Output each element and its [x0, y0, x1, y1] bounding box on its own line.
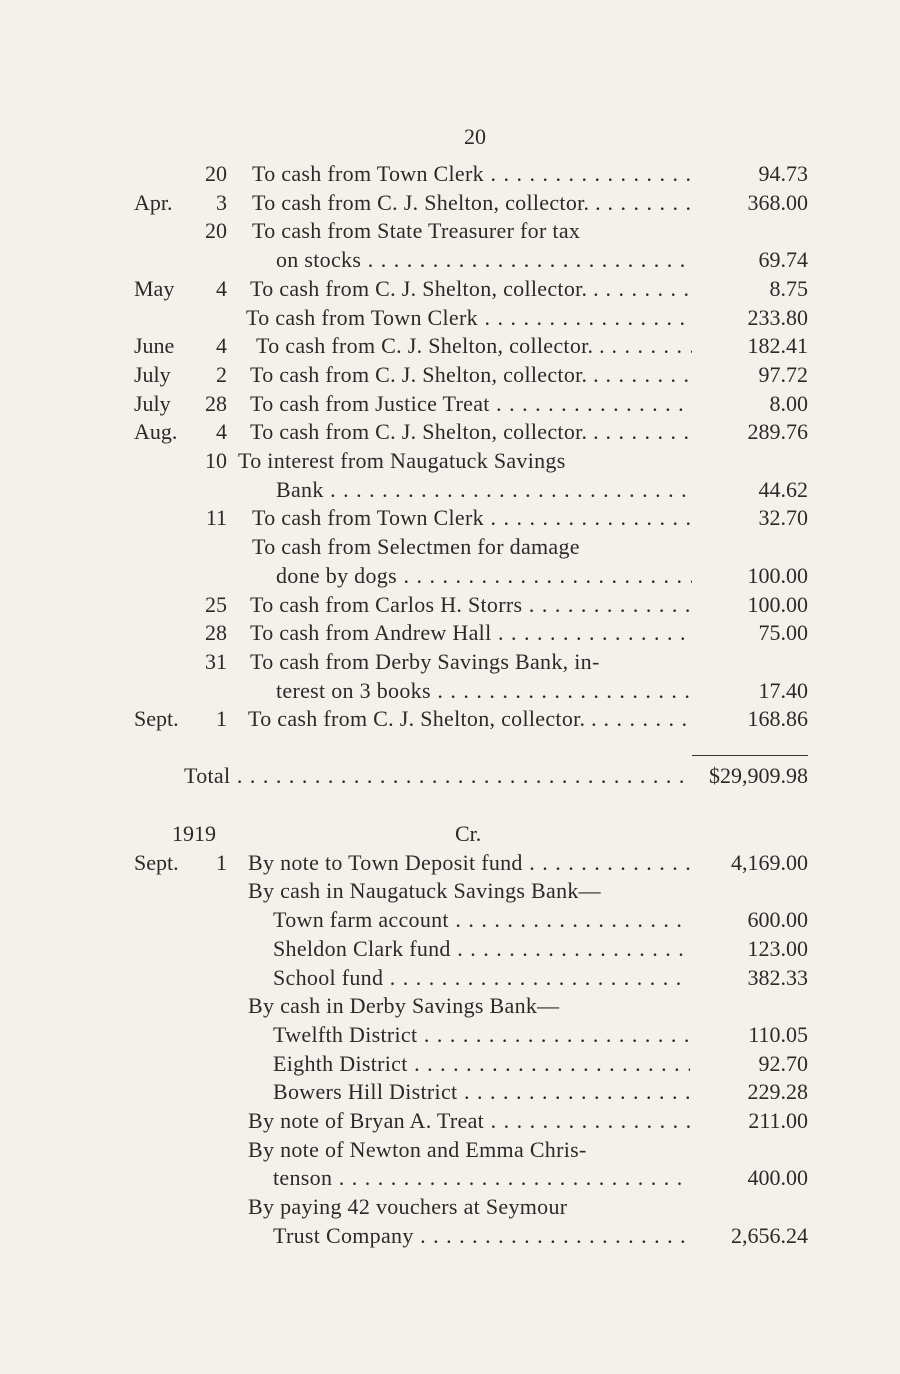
entry-amount: 97.72	[758, 361, 808, 387]
entry-description: To cash from Town Clerk . . .	[252, 160, 692, 189]
credit-entry-amount: 400.00	[747, 1165, 808, 1191]
credit-entry-text: Twelfth District . . .	[273, 1021, 690, 1050]
ledger-row	[0, 1078, 900, 1107]
entry-description: done by dogs . . .	[276, 562, 692, 591]
credit-entry-amount: 2,656.24	[731, 1222, 808, 1248]
entry-month: Sept.	[134, 706, 179, 732]
ledger-row	[0, 1164, 900, 1193]
ledger-row	[0, 476, 900, 505]
entry-day: 20	[205, 218, 227, 244]
credit-entry-text: Town farm account . . .	[273, 906, 690, 935]
entry-description: To cash from C. J. Shelton, collector. . . . .	[250, 361, 692, 390]
entry-month: Apr.	[134, 189, 173, 215]
ledger-row	[0, 1107, 900, 1136]
entry-amount: 8.00	[769, 390, 808, 416]
credit-day: 1	[216, 849, 227, 875]
ledger-row	[0, 447, 900, 476]
credit-entry-text: By note of Newton and Emma Chris-	[248, 1136, 587, 1162]
credit-entry-text: Bowers Hill District . . .	[273, 1078, 690, 1107]
ledger-row	[0, 1050, 900, 1079]
entry-month: June	[134, 333, 175, 359]
entry-day: 20	[205, 161, 227, 186]
ledger-row	[0, 677, 900, 706]
ledger-row	[0, 648, 900, 677]
ledger-row	[0, 189, 900, 218]
entry-day: 3	[216, 189, 227, 215]
entry-amount: 168.86	[747, 706, 808, 732]
ledger-row	[0, 304, 900, 333]
entry-description: To cash from State Treasurer for tax	[252, 218, 581, 244]
ledger-row	[0, 964, 900, 993]
entry-day: 25	[205, 591, 227, 617]
credit-entry-amount: 92.70	[758, 1050, 808, 1076]
total-label: Total . . .	[184, 762, 690, 791]
ledger-row	[0, 705, 900, 734]
credit-year: 1919	[172, 821, 216, 846]
ledger-row	[0, 762, 900, 791]
page-number: 20	[464, 124, 486, 149]
ledger-row	[0, 160, 900, 189]
entry-day: 4	[216, 333, 227, 359]
credit-entry-amount: 110.05	[748, 1021, 808, 1047]
credit-entry-text: By cash in Naugatuck Savings Bank—	[248, 878, 601, 904]
entry-description: To cash from Town Clerk . . .	[252, 504, 692, 533]
credit-entry-amount: 123.00	[747, 935, 808, 961]
entry-amount: 182.41	[747, 333, 808, 359]
entry-day: 28	[205, 390, 227, 416]
entry-description: To cash from Selectmen for damage	[252, 534, 580, 560]
entry-amount: 8.75	[769, 275, 808, 301]
entry-amount: 100.00	[747, 591, 808, 617]
entry-month: July	[134, 361, 171, 387]
credit-entry-text: Trust Company . . .	[273, 1222, 690, 1251]
ledger-row	[0, 591, 900, 620]
ledger-row	[0, 1021, 900, 1050]
credit-entry-text: tenson . . .	[273, 1164, 690, 1193]
ledger-row	[0, 533, 900, 562]
entry-day: 1	[216, 706, 227, 732]
credit-entry-amount: 229.28	[747, 1079, 808, 1105]
credit-entry-text: School fund . . .	[273, 964, 690, 993]
ledger-row	[0, 619, 900, 648]
credit-heading: Cr.	[455, 821, 482, 846]
credit-entry-text: By note to Town Deposit fund . . .	[248, 849, 690, 878]
credit-entry-text: Sheldon Clark fund . . .	[273, 935, 690, 964]
entry-day: 4	[216, 275, 227, 301]
entry-description: To cash from Carlos H. Storrs . . .	[250, 591, 692, 620]
ledger-row	[0, 849, 900, 878]
ledger-row	[0, 1136, 900, 1165]
entry-day: 2	[216, 361, 227, 387]
entry-amount: 32.70	[758, 505, 808, 531]
entry-day: 10	[205, 448, 227, 473]
credit-entry-amount: 4,169.00	[731, 849, 808, 875]
entry-amount: 69.74	[758, 247, 808, 273]
ledger-row	[0, 504, 900, 533]
entry-amount: 44.62	[758, 476, 808, 502]
entry-description: To cash from C. J. Shelton, collector. . . . .	[248, 705, 692, 734]
entry-amount: 75.00	[758, 620, 808, 646]
ledger-row	[0, 906, 900, 935]
ledger-row	[0, 562, 900, 591]
credit-entry-amount: 600.00	[747, 907, 808, 933]
ledger-row	[0, 275, 900, 304]
entry-amount: 94.73	[758, 161, 808, 186]
ledger-row	[0, 332, 900, 361]
credit-entry-text: By note of Bryan A. Treat . . .	[248, 1107, 690, 1136]
entry-day: 31	[205, 648, 227, 674]
entry-month: July	[134, 390, 171, 416]
entry-amount: 368.00	[747, 189, 808, 215]
entry-day: 28	[205, 620, 227, 646]
ledger-row	[0, 217, 900, 246]
credit-entry-amount: 211.00	[748, 1108, 808, 1133]
entry-day: 4	[216, 419, 227, 445]
ledger-row	[0, 361, 900, 390]
ledger-row	[0, 877, 900, 906]
entry-description: terest on 3 books . . .	[276, 677, 692, 706]
ledger-row	[0, 1193, 900, 1222]
entry-description: To cash from C. J. Shelton, collector. . . . .	[250, 275, 692, 304]
credit-entry-amount: 382.33	[747, 964, 808, 990]
total-rule	[692, 755, 808, 756]
ledger-row	[0, 246, 900, 275]
entry-amount: 17.40	[758, 677, 808, 703]
entry-amount: 100.00	[747, 562, 808, 588]
ledger-row	[0, 390, 900, 419]
entry-description: To cash from Andrew Hall . . .	[250, 619, 692, 648]
total-amount: $29,909.98	[709, 763, 808, 788]
entry-description: To cash from C. J. Shelton, collector. . . . .	[252, 189, 692, 218]
credit-month: Sept.	[134, 849, 179, 875]
entry-description: To cash from Town Clerk . . .	[246, 304, 692, 333]
credit-entry-text: By cash in Derby Savings Bank—	[248, 993, 560, 1019]
entry-description: To cash from Justice Treat . . .	[250, 390, 692, 419]
credit-entry-text: Eighth District . . .	[273, 1050, 690, 1079]
entry-month: Aug.	[134, 419, 178, 445]
ledger-row	[0, 1222, 900, 1251]
entry-description: on stocks . . .	[276, 246, 692, 275]
ledger-row	[0, 418, 900, 447]
ledger-row	[0, 820, 900, 849]
entry-day: 11	[205, 505, 227, 531]
credit-entry-text: By paying 42 vouchers at Seymour	[248, 1194, 568, 1220]
entry-amount: 289.76	[747, 419, 808, 445]
entry-amount: 233.80	[747, 304, 808, 330]
entry-description: To cash from C. J. Shelton, collector. . . . .	[250, 418, 692, 447]
entry-month: May	[134, 275, 175, 301]
entry-description: To cash from C. J. Shelton, collector. . . . .	[256, 332, 692, 361]
ledger-row	[0, 992, 900, 1021]
entry-description: Bank . . .	[276, 476, 692, 505]
entry-description: To cash from Derby Savings Bank, in-	[250, 648, 600, 674]
entry-description: To interest from Naugatuck Savings	[238, 448, 566, 473]
ledger-row	[0, 935, 900, 964]
